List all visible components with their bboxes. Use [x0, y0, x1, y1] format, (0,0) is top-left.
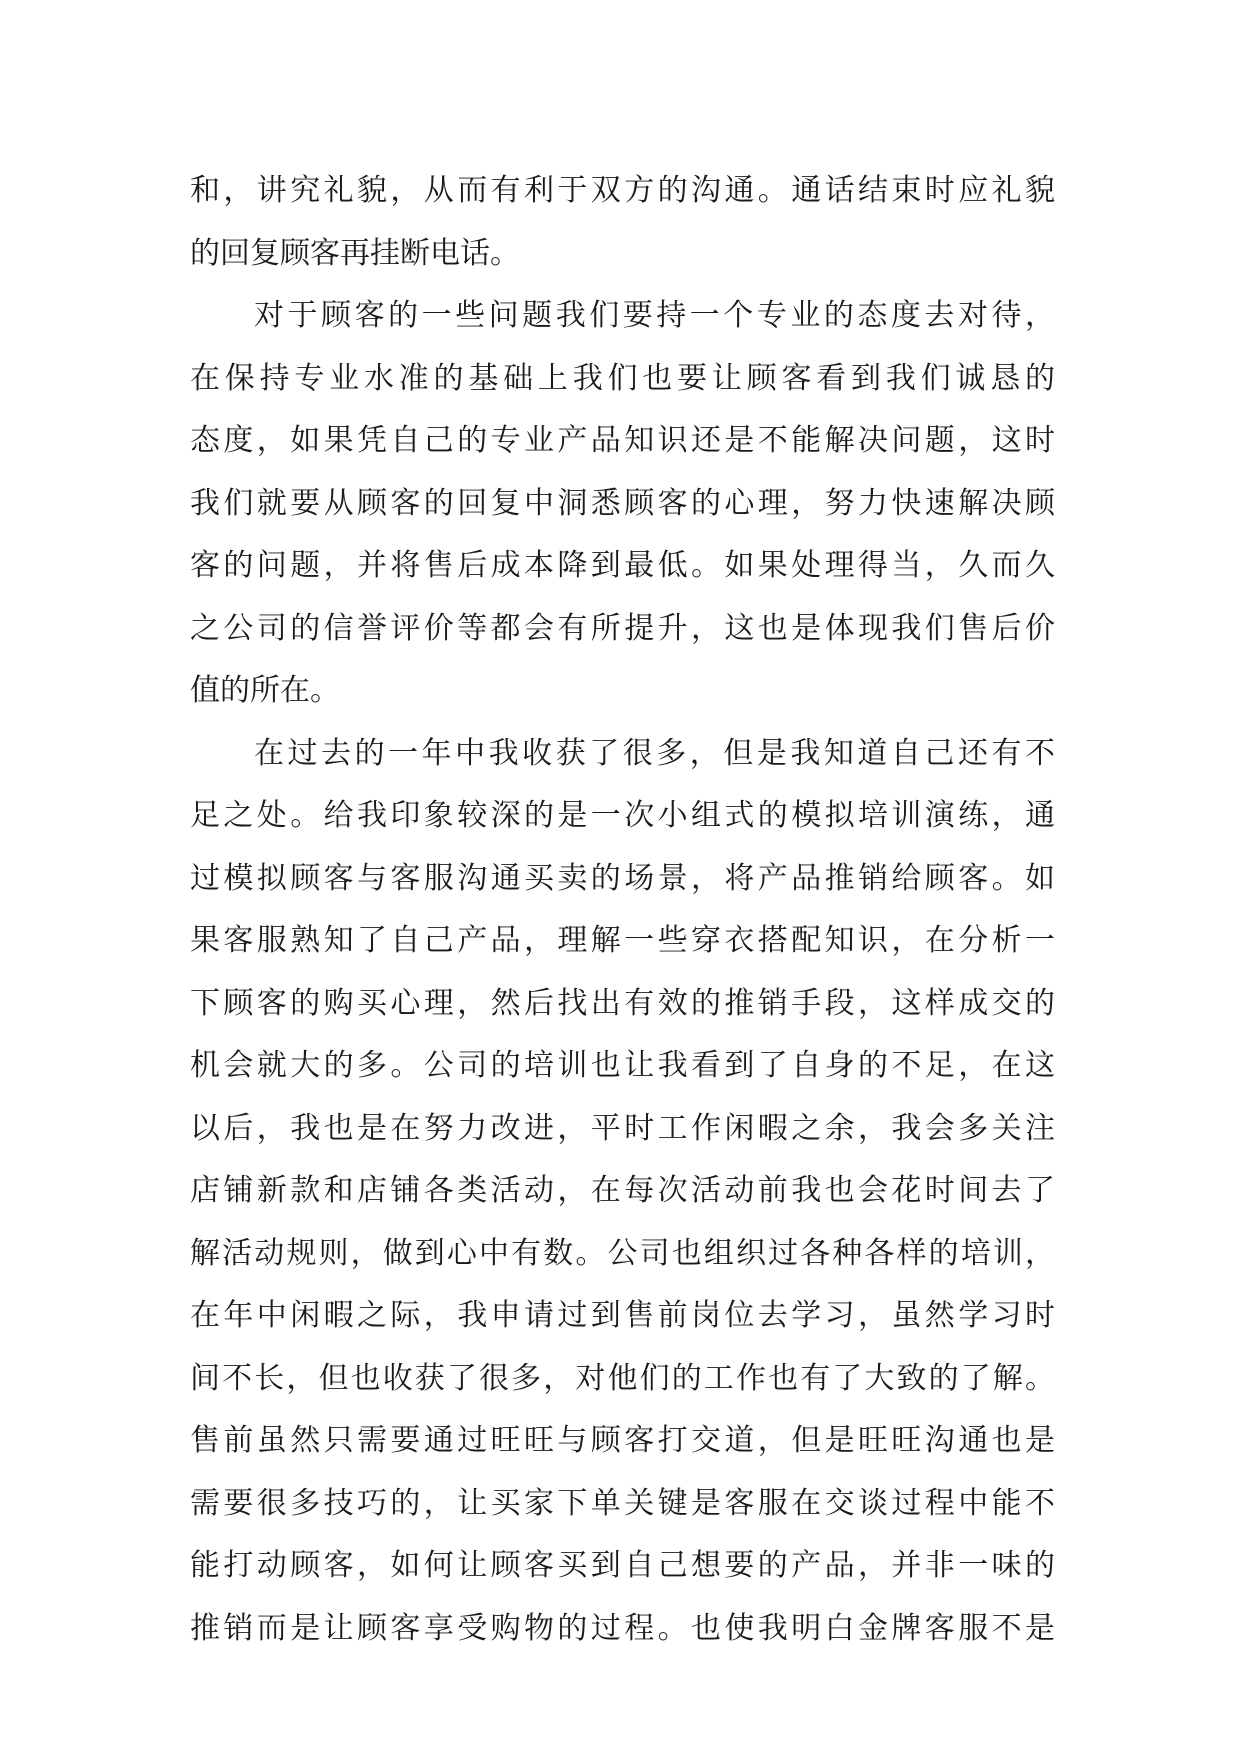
text-line: 在保持专业水准的基础上我们也要让顾客看到我们诚恳的 [190, 360, 1055, 396]
text-line: 售前虽然只需要通过旺旺与顾客打交道，但是旺旺沟通也是 [190, 1423, 1055, 1458]
text-line: 之公司的信誉评价等都会有所提升，这也是体现我们售后价 [190, 610, 1055, 646]
text-line: 过模拟顾客与客服沟通买卖的场景，将产品推销给顾客。如 [190, 860, 1055, 896]
text-line: 值的所在。 [190, 673, 340, 708]
text-line: 需要很多技巧的，让买家下单关键是客服在交谈过程中能不 [190, 1485, 1055, 1521]
text-line: 间不长，但也收获了很多，对他们的工作也有了大致的了解。 [190, 1360, 1055, 1396]
text-line: 的回复顾客再挂断电话。 [190, 235, 520, 271]
text-line: 态度，如果凭自己的专业产品知识还是不能解决问题，这时 [190, 423, 1055, 458]
text-line: 客的问题，并将售后成本降到最低。如果处理得当，久而久 [190, 548, 1055, 583]
text-line: 足之处。给我印象较深的是一次小组式的模拟培训演练，通 [190, 798, 1055, 833]
text-line: 果客服熟知了自己产品，理解一些穿衣搭配知识，在分析一 [190, 923, 1055, 958]
text-line: 能打动顾客，如何让顾客买到自己想要的产品，并非一味的 [190, 1548, 1055, 1583]
text-line: 和，讲究礼貌，从而有利于双方的沟通。通话结束时应礼貌 [190, 173, 1055, 208]
text-line: 下顾客的购买心理，然后找出有效的推销手段，这样成交的 [190, 985, 1055, 1021]
text-line: 解活动规则，做到心中有数。公司也组织过各种各样的培训， [190, 1235, 1055, 1271]
paragraph-first-line: 在过去的一年中我收获了很多，但是我知道自己还有不 [254, 735, 1055, 771]
text-line: 以后，我也是在努力改进，平时工作闲暇之余，我会多关注 [190, 1110, 1055, 1146]
text-line: 机会就大的多。公司的培训也让我看到了自身的不足，在这 [190, 1048, 1055, 1083]
text-line: 店铺新款和店铺各类活动，在每次活动前我也会花时间去了 [190, 1173, 1055, 1208]
body-text [190, 160, 1055, 1660]
text-line: 我们就要从顾客的回复中洞悉顾客的心理，努力快速解决顾 [190, 485, 1055, 521]
text-line: 推销而是让顾客享受购物的过程。也使我明白金牌客服不是 [190, 1610, 1055, 1646]
paragraph-first-line: 对于顾客的一些问题我们要持一个专业的态度去对待， [254, 298, 1055, 333]
text-line: 在年中闲暇之际，我申请过到售前岗位去学习，虽然学习时 [190, 1298, 1055, 1333]
